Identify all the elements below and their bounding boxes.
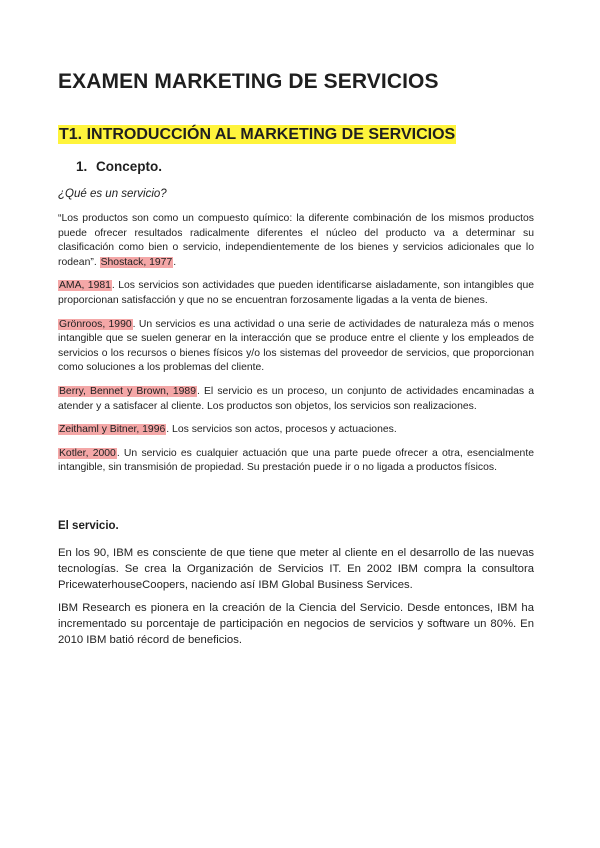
definition-paragraph (58, 385, 534, 414)
definition-text: . Un servicios es una actividad o una serie de actividades de naturaleza más o menos intangible que se suelen generar en la interacción que se produce entre el cliente y los empleados de servicios o los recursos o bienes físicos y/o los sistemas del proveedor de servicios, que proporcionan como soluciones a los problemas del cliente. (58, 318, 535, 374)
citation-highlight: Grönroos, 1990 (59, 318, 132, 330)
definition-text: . Los servicios son actos, procesos y actuaciones. (166, 424, 397, 436)
body-paragraph: En los 90, IBM es consciente de que tiene que meter al cliente en el desarrollo de las nuevas tecnologías. Se crea la Organización de Servicios IT. En 2002 IBM compra la consultora PricewaterhouseCoopers, naciendo así IBM Global Business Services. (58, 546, 534, 591)
body-paragraph: IBM Research es pionera en la creación de la Ciencia del Servicio. Desde entonces, IBM ha incrementado su porcentaje de participación en negocios de servicios y software un 80%. En 2010 IBM batió récord de beneficios. (58, 601, 534, 646)
quote-paragraph (58, 212, 534, 270)
section-title: Concepto. (96, 159, 162, 174)
citation-highlight: Zeithaml y Bitner, 1996 (59, 424, 166, 436)
section-heading (76, 159, 534, 174)
quote-end: . (173, 256, 177, 268)
section-number: 1. (76, 159, 88, 174)
document-title: EXAMEN MARKETING DE SERVICIOS (58, 70, 439, 93)
question-text: ¿Qué es un servicio? (58, 188, 167, 200)
chapter-heading-text: T1. INTRODUCCIÓN AL MARKETING DE SERVICIOS (59, 126, 456, 143)
quote-text: “Los productos son como un compuesto químico: la diferente combinación de los mismos productos puede ofrecer resultados radicalmente diferentes el núcleo del producto va a determinar su clasificación como bien o servicio, independientemente de los bienes y servicios adicionales que lo rodean”. (58, 213, 534, 268)
definition-paragraph (58, 423, 534, 438)
subheading: El servicio. (58, 519, 119, 532)
definition-text: . Los servicios son actividades que pueden identificarse aisladamente, son intangibles que proporcionan satisfacción y que no se encuentran forzosamente ligadas a la venta de bienes. (58, 280, 534, 306)
definition-paragraph (58, 279, 534, 308)
definition-paragraph (58, 318, 534, 376)
citation-highlight: AMA, 1981 (59, 280, 111, 292)
citation-highlight: Shostack, 1977 (100, 256, 173, 268)
definition-text: . Un servicio es cualquier actuación que una parte puede ofrecer a otra, esencialmente intangible, sin transmisión de propiedad. Su prestación puede ir o no ligada a productos físicos. (58, 447, 534, 474)
definition-text: . El servicio es un proceso, un conjunto de actividades encaminadas a atender y a satisfacer al cliente. Los productos son objetos, los servicios son realizaciones. (58, 385, 534, 412)
citation-highlight: Berry, Bennet y Brown, 1989 (59, 385, 196, 397)
chapter-heading (58, 118, 534, 146)
citation-highlight: Kotler, 2000 (59, 447, 116, 459)
definition-paragraph (58, 447, 534, 476)
